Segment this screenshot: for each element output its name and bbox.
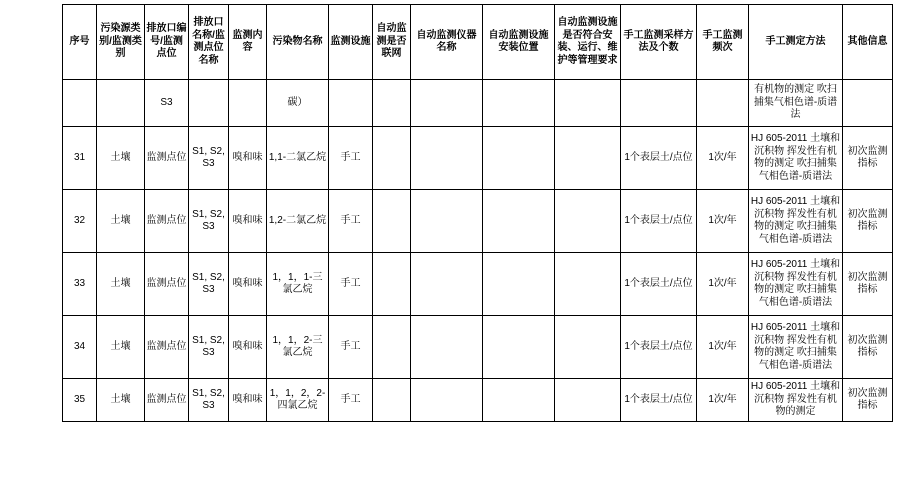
cell-monitor-facility: 手工 bbox=[329, 127, 373, 190]
cell-manual-sampling: 1个表层土/点位 bbox=[621, 379, 697, 422]
cell-source-type: 土壤 bbox=[97, 127, 145, 190]
cell-source-type: 土壤 bbox=[97, 190, 145, 253]
cell-auto-network bbox=[373, 190, 411, 253]
cell-auto-position bbox=[483, 80, 555, 127]
cell-auto-network bbox=[373, 127, 411, 190]
cell-auto-instrument bbox=[411, 127, 483, 190]
cell-outlet-number: 监测点位 bbox=[145, 127, 189, 190]
header-auto-position: 自动监测设施安装位置 bbox=[483, 5, 555, 80]
cell-outlet-name: S1, S2, S3 bbox=[189, 190, 229, 253]
header-monitor-content: 监测内容 bbox=[229, 5, 267, 80]
cell-source-type: 土壤 bbox=[97, 316, 145, 379]
cell-monitor-facility bbox=[329, 80, 373, 127]
header-seq: 序号 bbox=[63, 5, 97, 80]
cell-outlet-name: S1, S2, S3 bbox=[189, 316, 229, 379]
cell-monitor-facility: 手工 bbox=[329, 253, 373, 316]
cell-manual-frequency: 1次/年 bbox=[697, 379, 749, 422]
header-outlet-number: 排放口编号/监测点位 bbox=[145, 5, 189, 80]
cell-outlet-name: S1, S2, S3 bbox=[189, 379, 229, 422]
cell-measure-method: HJ 605-2011 土壤和沉积物 挥发性有机物的测定 bbox=[749, 379, 843, 422]
header-manual-frequency: 手工监测频次 bbox=[697, 5, 749, 80]
cell-seq: 32 bbox=[63, 190, 97, 253]
table-row bbox=[63, 80, 893, 127]
table-body bbox=[63, 80, 893, 422]
cell-other-info: 初次监测指标 bbox=[843, 127, 893, 190]
cell-other-info: 初次监测指标 bbox=[843, 316, 893, 379]
cell-monitor-facility: 手工 bbox=[329, 190, 373, 253]
cell-auto-requirement bbox=[555, 316, 621, 379]
cell-pollutant-name: 1,1-二氯乙烷 bbox=[267, 127, 329, 190]
cell-manual-frequency: 1次/年 bbox=[697, 190, 749, 253]
cell-auto-instrument bbox=[411, 190, 483, 253]
header-auto-instrument: 自动监测仪器名称 bbox=[411, 5, 483, 80]
header-manual-sampling: 手工监测采样方法及个数 bbox=[621, 5, 697, 80]
cell-outlet-name bbox=[189, 80, 229, 127]
header-row bbox=[63, 5, 893, 80]
cell-auto-position bbox=[483, 127, 555, 190]
cell-outlet-number: 监测点位 bbox=[145, 253, 189, 316]
cell-measure-method: HJ 605-2011 土壤和沉积物 挥发性有机物的测定 吹扫捕集气相色谱-质谱法 bbox=[749, 316, 843, 379]
cell-auto-requirement bbox=[555, 127, 621, 190]
cell-outlet-name: S1, S2, S3 bbox=[189, 253, 229, 316]
cell-seq bbox=[63, 80, 97, 127]
cell-auto-network bbox=[373, 80, 411, 127]
cell-outlet-number: S3 bbox=[145, 80, 189, 127]
header-auto-requirement: 自动监测设施是否符合安装、运行、维护等管理要求 bbox=[555, 5, 621, 80]
cell-auto-requirement bbox=[555, 80, 621, 127]
table-row bbox=[63, 190, 893, 253]
header-pollutant-name: 污染物名称 bbox=[267, 5, 329, 80]
cell-auto-network bbox=[373, 316, 411, 379]
cell-pollutant-name: 碳） bbox=[267, 80, 329, 127]
header-auto-network: 自动监测是否联网 bbox=[373, 5, 411, 80]
cell-pollutant-name: 1，1，2-三氯乙烷 bbox=[267, 316, 329, 379]
cell-monitor-content: 嗅和味 bbox=[229, 127, 267, 190]
cell-manual-sampling: 1个表层土/点位 bbox=[621, 316, 697, 379]
cell-pollutant-name: 1，1，2，2-四氯乙烷 bbox=[267, 379, 329, 422]
cell-monitor-content bbox=[229, 80, 267, 127]
cell-auto-position bbox=[483, 253, 555, 316]
cell-pollutant-name: 1,2-二氯乙烷 bbox=[267, 190, 329, 253]
cell-auto-position bbox=[483, 190, 555, 253]
header-measure-method: 手工测定方法 bbox=[749, 5, 843, 80]
table-row bbox=[63, 379, 893, 422]
table-row bbox=[63, 127, 893, 190]
cell-outlet-name: S1, S2, S3 bbox=[189, 127, 229, 190]
cell-auto-requirement bbox=[555, 253, 621, 316]
table-row bbox=[63, 316, 893, 379]
cell-auto-network bbox=[373, 253, 411, 316]
cell-monitor-facility: 手工 bbox=[329, 316, 373, 379]
cell-outlet-number: 监测点位 bbox=[145, 379, 189, 422]
header-outlet-name: 排放口名称/监测点位名称 bbox=[189, 5, 229, 80]
cell-pollutant-name: 1，1，1-三氯乙烷 bbox=[267, 253, 329, 316]
cell-monitor-content: 嗅和味 bbox=[229, 316, 267, 379]
cell-outlet-number: 监测点位 bbox=[145, 316, 189, 379]
cell-source-type: 土壤 bbox=[97, 253, 145, 316]
cell-measure-method: HJ 605-2011 土壤和沉积物 挥发性有机物的测定 吹扫捕集气相色谱-质谱法 bbox=[749, 253, 843, 316]
cell-source-type bbox=[97, 80, 145, 127]
cell-manual-frequency: 1次/年 bbox=[697, 316, 749, 379]
cell-manual-sampling: 1个表层土/点位 bbox=[621, 190, 697, 253]
table-header bbox=[63, 5, 893, 80]
table-row bbox=[63, 253, 893, 316]
cell-source-type: 土壤 bbox=[97, 379, 145, 422]
cell-measure-method: 有机物的测定 吹扫捕集气相色谱-质谱法 bbox=[749, 80, 843, 127]
cell-seq: 34 bbox=[63, 316, 97, 379]
document-sheet bbox=[0, 4, 898, 485]
cell-auto-requirement bbox=[555, 190, 621, 253]
cell-auto-requirement bbox=[555, 379, 621, 422]
cell-manual-frequency bbox=[697, 80, 749, 127]
cell-other-info: 初次监测指标 bbox=[843, 190, 893, 253]
header-other-info: 其他信息 bbox=[843, 5, 893, 80]
cell-auto-position bbox=[483, 379, 555, 422]
cell-measure-method: HJ 605-2011 土壤和沉积物 挥发性有机物的测定 吹扫捕集气相色谱-质谱法 bbox=[749, 190, 843, 253]
cell-auto-instrument bbox=[411, 379, 483, 422]
cell-manual-frequency: 1次/年 bbox=[697, 253, 749, 316]
cell-monitor-content: 嗅和味 bbox=[229, 379, 267, 422]
cell-other-info: 初次监测指标 bbox=[843, 253, 893, 316]
cell-other-info bbox=[843, 80, 893, 127]
cell-auto-position bbox=[483, 316, 555, 379]
header-monitor-facility: 监测设施 bbox=[329, 5, 373, 80]
cell-seq: 31 bbox=[63, 127, 97, 190]
cell-monitor-facility: 手工 bbox=[329, 379, 373, 422]
cell-outlet-number: 监测点位 bbox=[145, 190, 189, 253]
cell-manual-sampling: 1个表层土/点位 bbox=[621, 253, 697, 316]
cell-auto-network bbox=[373, 379, 411, 422]
cell-manual-sampling: 1个表层土/点位 bbox=[621, 127, 697, 190]
cell-manual-frequency: 1次/年 bbox=[697, 127, 749, 190]
cell-seq: 33 bbox=[63, 253, 97, 316]
header-source-type: 污染源类别/监测类别 bbox=[97, 5, 145, 80]
cell-auto-instrument bbox=[411, 80, 483, 127]
cell-auto-instrument bbox=[411, 253, 483, 316]
monitoring-plan-table bbox=[62, 4, 893, 422]
cell-monitor-content: 嗅和味 bbox=[229, 190, 267, 253]
cell-auto-instrument bbox=[411, 316, 483, 379]
cell-manual-sampling bbox=[621, 80, 697, 127]
cell-monitor-content: 嗅和味 bbox=[229, 253, 267, 316]
cell-seq: 35 bbox=[63, 379, 97, 422]
cell-other-info: 初次监测指标 bbox=[843, 379, 893, 422]
cell-measure-method: HJ 605-2011 土壤和沉积物 挥发性有机物的测定 吹扫捕集气相色谱-质谱法 bbox=[749, 127, 843, 190]
